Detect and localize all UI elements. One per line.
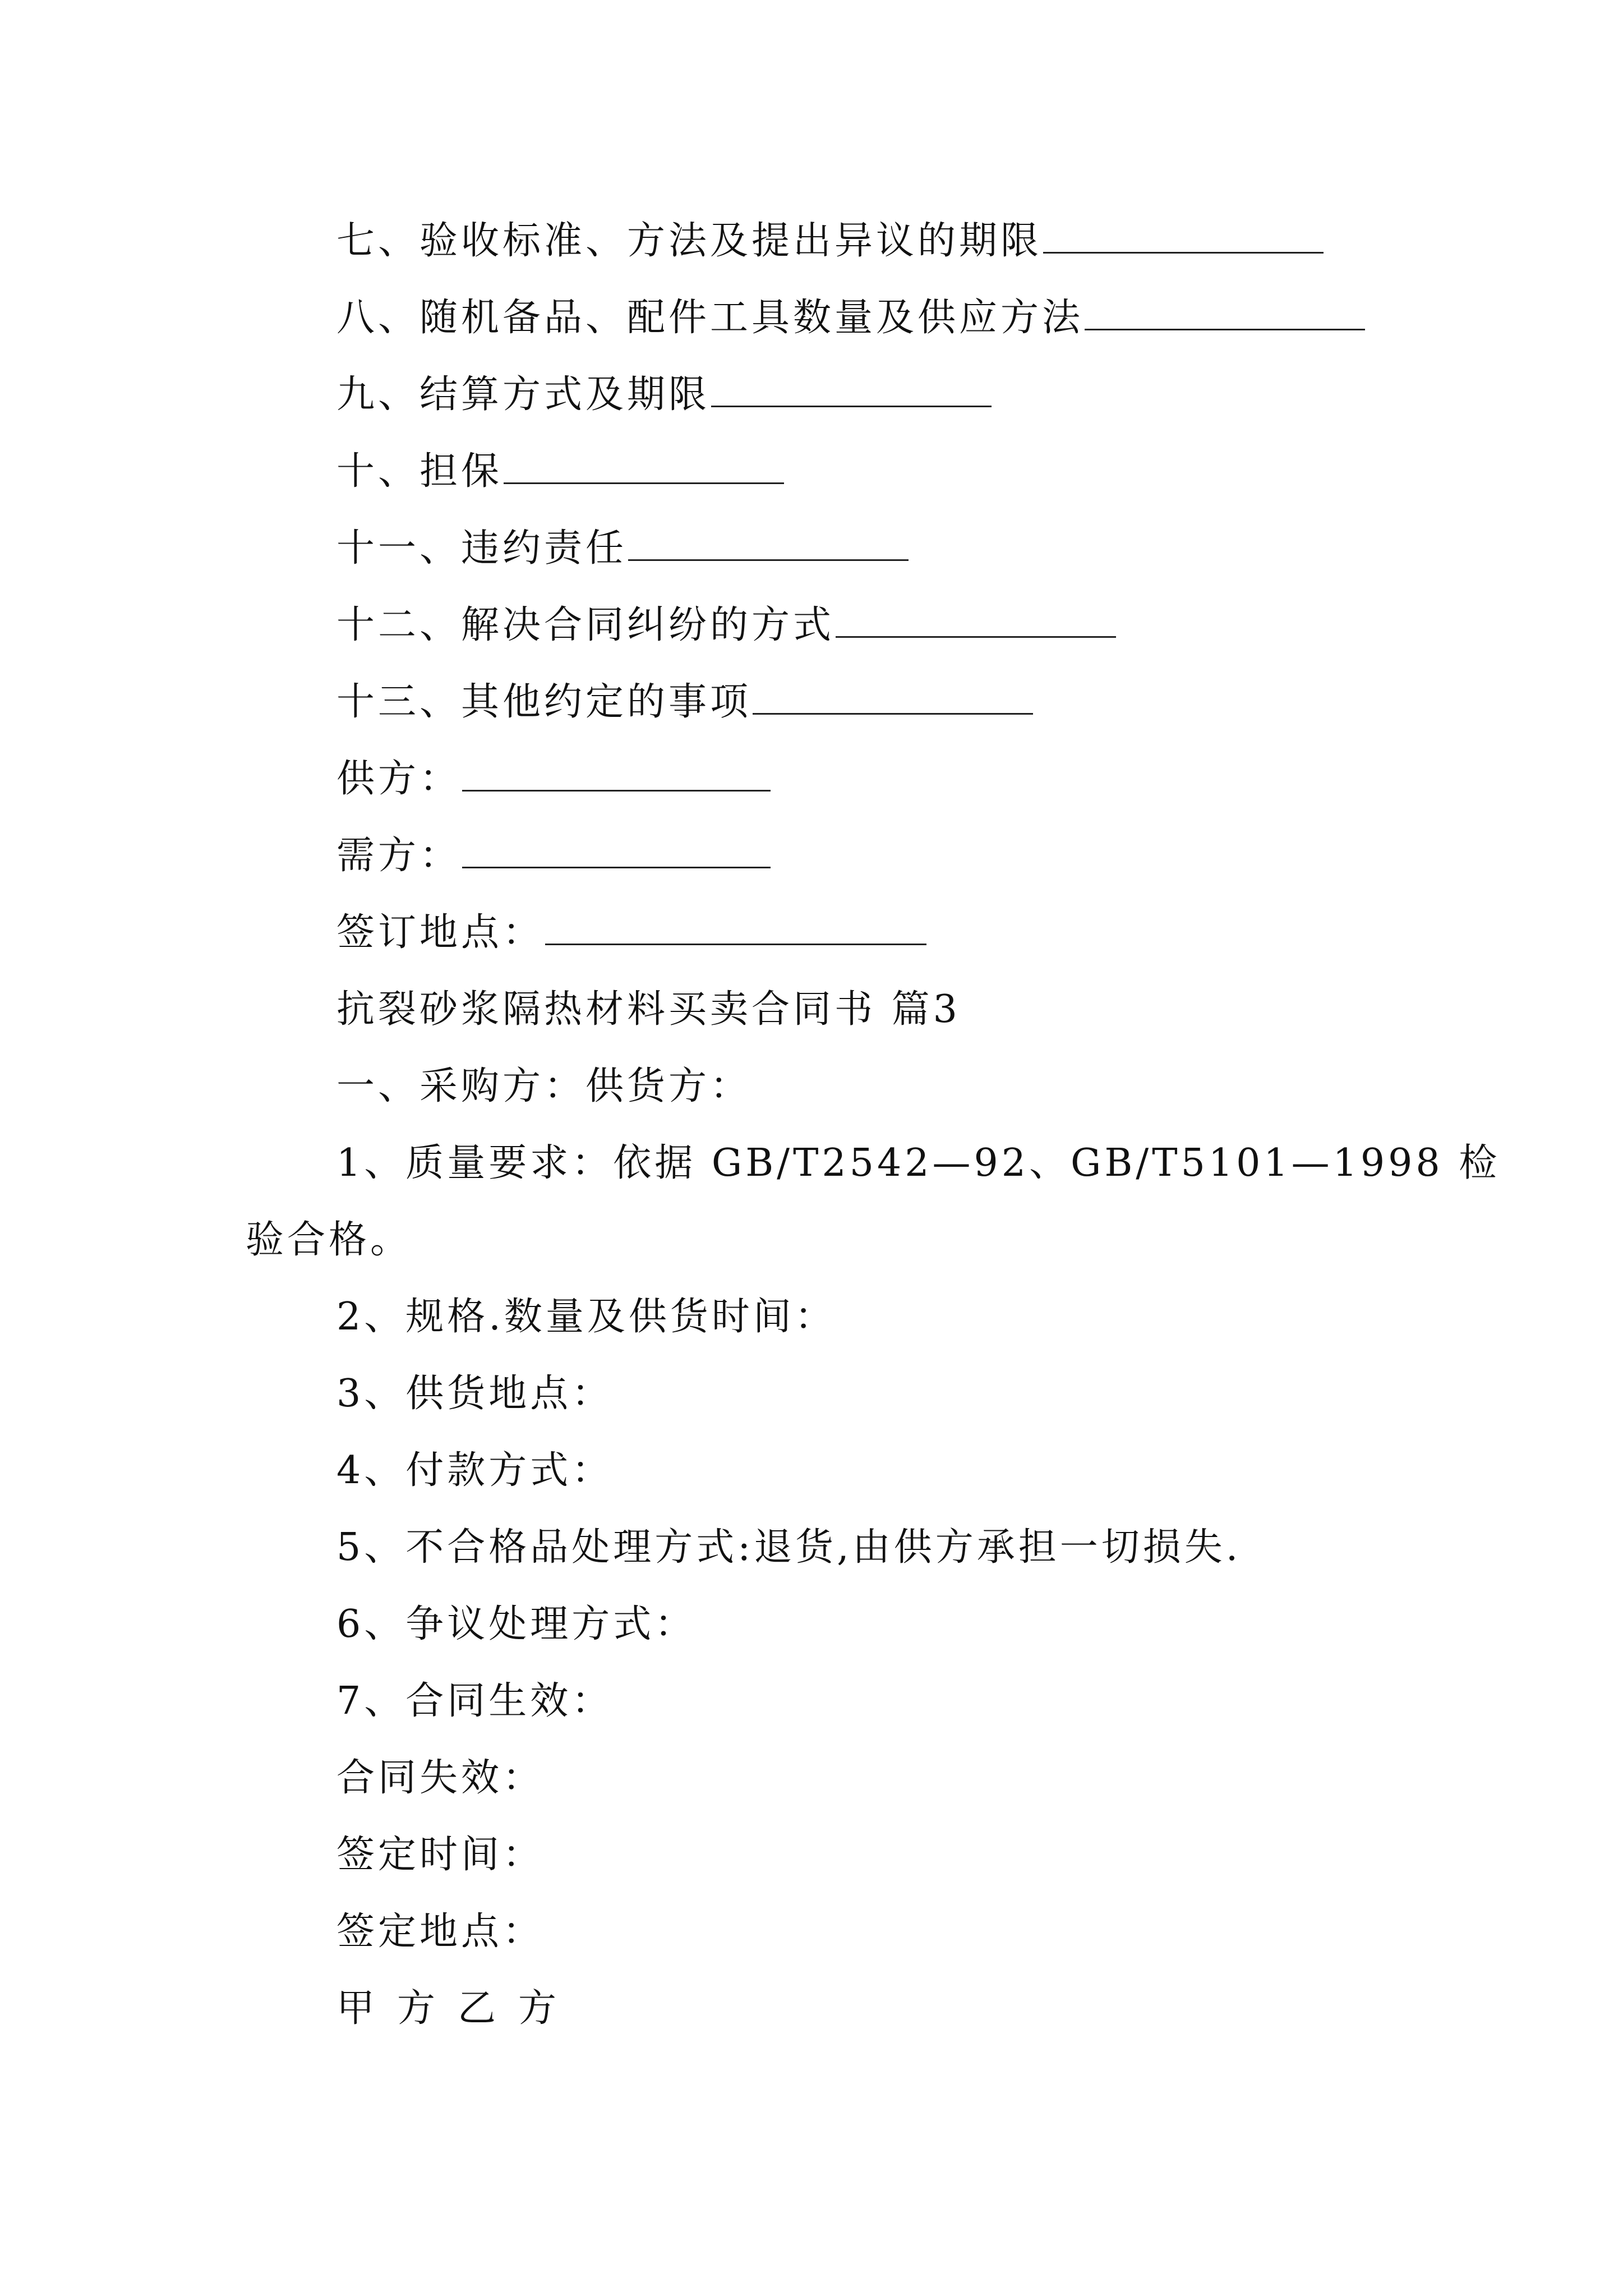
item-7: 7、合同生效：: [336, 1679, 614, 1723]
clause-11: [336, 523, 909, 574]
clause-10-blank: [504, 449, 784, 484]
signing-time: 签定时间：: [336, 1833, 545, 1877]
item-2: 2、规格.数量及供货时间：: [336, 1295, 836, 1339]
clause-10-text: 十、担保: [336, 449, 503, 494]
supplier-blank: [462, 756, 771, 792]
item-1: 1、质量要求：依据 GB/T2542—92、GB/T5101—1998 检: [336, 1141, 1501, 1185]
clause-13-blank: [753, 679, 1033, 715]
clause-8-text: 八、随机备品、配件工具数量及供应方法: [336, 296, 1084, 340]
clause-8-blank: [1085, 295, 1365, 330]
contract-expiry: 合同失效：: [336, 1756, 545, 1800]
signing-place: 签定地点：: [336, 1910, 545, 1954]
supplier-label: 供方：: [336, 757, 462, 801]
clause-13-text: 十三、其他约定的事项: [336, 680, 752, 724]
clause-10: [336, 447, 784, 497]
item-1-continuation: 验合格。: [246, 1218, 412, 1262]
supplier-line: [336, 754, 771, 804]
signing-place-line: [336, 908, 926, 958]
clause-9: [336, 370, 992, 420]
buyer-blank: [462, 833, 771, 868]
buyer-label: 需方：: [336, 834, 462, 878]
clause-9-blank: [711, 372, 992, 407]
clause-12-blank: [836, 602, 1116, 638]
clause-9-text: 九、结算方式及期限: [336, 372, 711, 417]
clause-11-blank: [628, 526, 909, 561]
item-4: 4、付款方式：: [336, 1448, 614, 1493]
clause-8: [336, 293, 1365, 343]
clause-11-text: 十一、违约责任: [336, 526, 628, 570]
clause-12: [336, 600, 1116, 651]
signing-place-label: 签订地点：: [336, 910, 545, 955]
item-6: 6、争议处理方式：: [336, 1602, 697, 1646]
clause-7-blank: [1043, 218, 1324, 254]
buyer-line: [336, 831, 771, 881]
clause-13: [336, 677, 1033, 728]
item-3: 3、供货地点：: [336, 1372, 614, 1416]
clause-7-text: 七、验收标准、方法及提出异议的期限: [336, 219, 1043, 263]
clause-12-text: 十二、解决合同纠纷的方式: [336, 603, 835, 647]
item-5: 5、不合格品处理方式:退货,由供方承担一切损失.: [336, 1525, 1242, 1570]
section-title: 抗裂砂浆隔热材料买卖合同书 篇3: [336, 987, 961, 1032]
party-signatures: 甲方乙方: [336, 1986, 579, 2031]
parties-line: 一、采购方：供货方：: [336, 1064, 752, 1108]
clause-7: [336, 216, 1324, 266]
signing-place-blank: [545, 910, 926, 945]
